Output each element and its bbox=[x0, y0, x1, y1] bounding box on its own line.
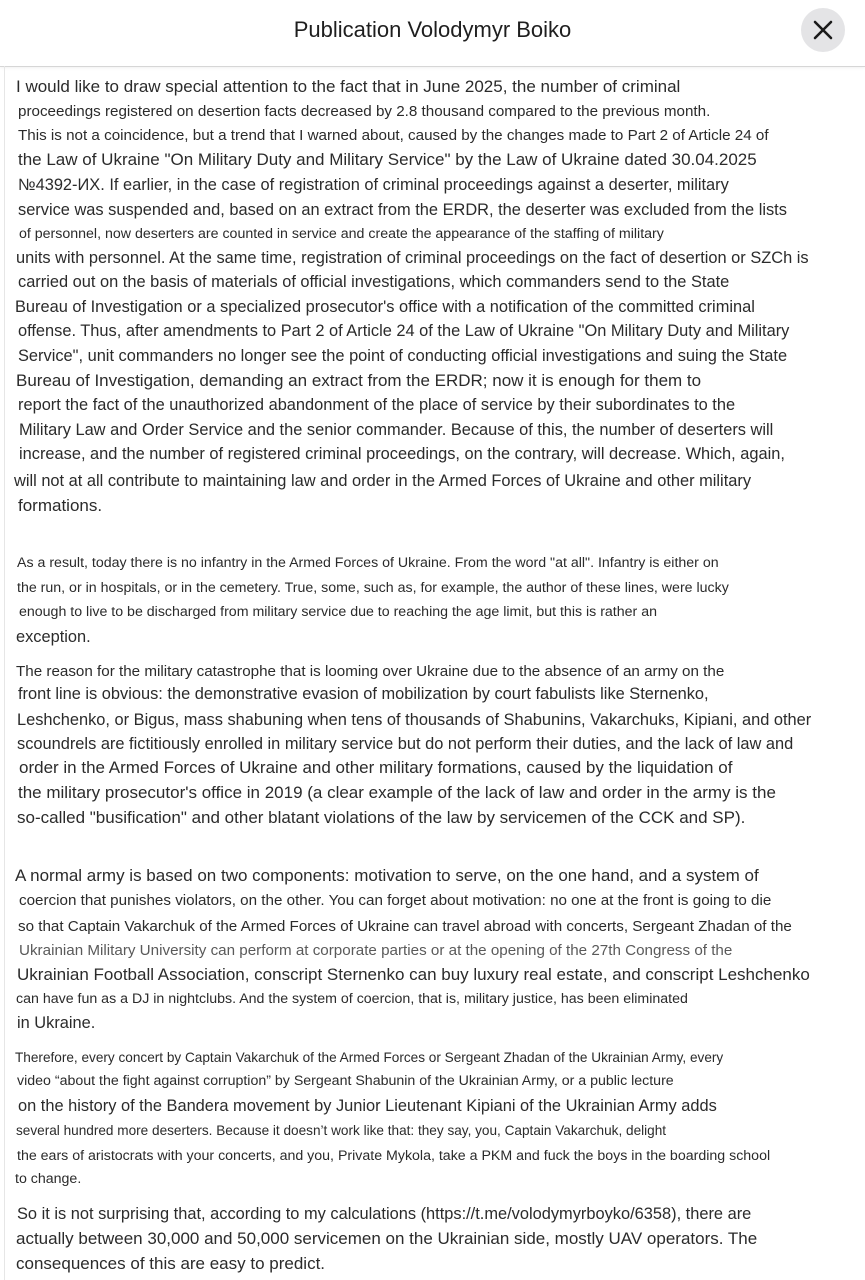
article-line: actually between 30,000 and 50,000 servicemen on the Ukrainian side, mostly UAV operators. The bbox=[16, 1229, 758, 1248]
article-line: Service", unit commanders no longer see the point of conducting official investigations and suing the State bbox=[18, 347, 788, 365]
article-line: video “about the fight against corruption” by Sergeant Shabunin of the Ukrainian Army, or a public lecture bbox=[17, 1073, 674, 1089]
article-line: so-called "busification" and other blatant violations of the law by servicemen of the CCK and SP). bbox=[17, 808, 746, 827]
article-line: to change. bbox=[15, 1171, 82, 1187]
article-line: coercion that punishes violators, on the other. You can forget about motivation: no one at the front is going to die bbox=[19, 892, 772, 909]
article-line: can have fun as a DJ in nightclubs. And the system of coercion, that is, military justice, has been eliminated bbox=[16, 991, 688, 1007]
article-line: So it is not surprising that, according to my calculations (https://t.me/volodymyrboyko/6358), there are bbox=[17, 1205, 752, 1223]
article-line: This is not a coincidence, but a trend that I warned about, caused by the changes made to Part 2 of Article 24 of bbox=[18, 127, 769, 144]
article-line: formations. bbox=[18, 496, 103, 515]
article-line: service was suspended and, based on an extract from the ERDR, the deserter was excluded from the lists bbox=[18, 201, 787, 219]
article-line: carried out on the basis of materials of official investigations, which commanders send to the State bbox=[18, 273, 730, 291]
article-line: №4392-ИХ. If earlier, in the case of registration of criminal proceedings against a deserter, military bbox=[18, 176, 729, 194]
article-line: offense. Thus, after amendments to Part 2 of Article 24 of the Law of Ukraine "On Military Duty and Military bbox=[18, 322, 790, 340]
article-line: the run, or in hospitals, or in the cemetery. True, some, such as, for example, the author of these lines, were lucky bbox=[17, 580, 729, 596]
article-line: increase, and the number of registered criminal proceedings, on the contrary, will decrease. Which, again, bbox=[19, 445, 785, 463]
article-line: front line is obvious: the demonstrative evasion of mobilization by court fabulists like Sternenko, bbox=[18, 685, 709, 703]
close-icon bbox=[812, 19, 834, 41]
article-line: Bureau of Investigation, demanding an extract from the ERDR; now it is enough for them to bbox=[16, 371, 702, 390]
article-line: Therefore, every concert by Captain Vakarchuk of the Armed Forces or Sergeant Zhadan of the Ukrainian Army, every bbox=[15, 1050, 724, 1065]
article-line: several hundred more deserters. Because it doesn’t work like that: they say, you, Captain Vakarchuk, delight bbox=[16, 1123, 667, 1138]
article-line: report the fact of the unauthorized abandonment of the place of service by their subordinates to the bbox=[18, 396, 736, 414]
article-line: Leshchenko, or Bigus, mass shabuning when tens of thousands of Shabunins, Vakarchuks, Kipiani, and other bbox=[17, 711, 812, 729]
article-line: the Law of Ukraine "On Military Duty and Military Service" by the Law of Ukraine dated 30.04.2025 bbox=[18, 150, 757, 169]
article-line: The reason for the military catastrophe that is looming over Ukraine due to the absence of an army on the bbox=[16, 663, 725, 680]
article-line: enough to live to be discharged from military service due to reaching the age limit, but this is rather an bbox=[19, 604, 657, 620]
article-line: exception. bbox=[16, 628, 91, 646]
article-line: scoundrels are fictitiously enrolled in military service but do not perform their duties, and the lack of law and bbox=[17, 735, 794, 753]
article-line: A normal army is based on two components: motivation to serve, on the one hand, and a system of bbox=[15, 866, 759, 885]
article-line: order in the Armed Forces of Ukraine and other military formations, caused by the liquidation of bbox=[19, 758, 733, 777]
article-line: Military Law and Order Service and the senior commander. Because of this, the number of deserters will bbox=[19, 421, 774, 439]
publication-header bbox=[0, 0, 865, 67]
article-line: Bureau of Investigation or a specialized prosecutor's office with a notification of the committed criminal bbox=[15, 298, 755, 316]
article-line: the military prosecutor's office in 2019 (a clear example of the lack of law and order in the army is the bbox=[18, 783, 776, 802]
article-line: on the history of the Bandera movement by Junior Lieutenant Kipiani of the Ukrainian Army adds bbox=[18, 1097, 717, 1115]
article-line: will not at all contribute to maintaining law and order in the Armed Forces of Ukraine and other military bbox=[14, 472, 752, 490]
article-line: Ukrainian Football Association, conscript Sternenko can buy luxury real estate, and conscript Leshchenko bbox=[17, 965, 810, 984]
article-line: of personnel, now deserters are counted in service and create the appearance of the staffing of military bbox=[19, 226, 664, 242]
article-body bbox=[0, 66, 865, 1280]
article-line: proceedings registered on desertion facts decreased by 2.8 thousand compared to the previous month. bbox=[18, 103, 711, 120]
article-line: in Ukraine. bbox=[17, 1014, 96, 1032]
article-line: so that Captain Vakarchuk of the Armed Forces of Ukraine can travel abroad with concerts, Sergeant Zhadan of the bbox=[18, 918, 792, 935]
page-title: Publication Volodymyr Boiko bbox=[293, 17, 572, 42]
article-line: the ears of aristocrats with your concerts, and you, Private Mykola, take a PKM and fuck the boys in the boarding school bbox=[17, 1148, 771, 1164]
article-line: As a result, today there is no infantry in the Armed Forces of Ukraine. From the word "at all". Infantry is either on bbox=[17, 555, 719, 571]
article-line: consequences of this are easy to predict. bbox=[16, 1254, 326, 1273]
article-line: units with personnel. At the same time, registration of criminal proceedings on the fact of desertion or SZCh is bbox=[16, 249, 809, 267]
close-button[interactable] bbox=[801, 8, 845, 52]
article-line: I would like to draw special attention to the fact that in June 2025, the number of criminal bbox=[16, 77, 681, 96]
article-line: Ukrainian Military University can perform at corporate parties or at the opening of the 27th Congress of the bbox=[19, 942, 733, 959]
